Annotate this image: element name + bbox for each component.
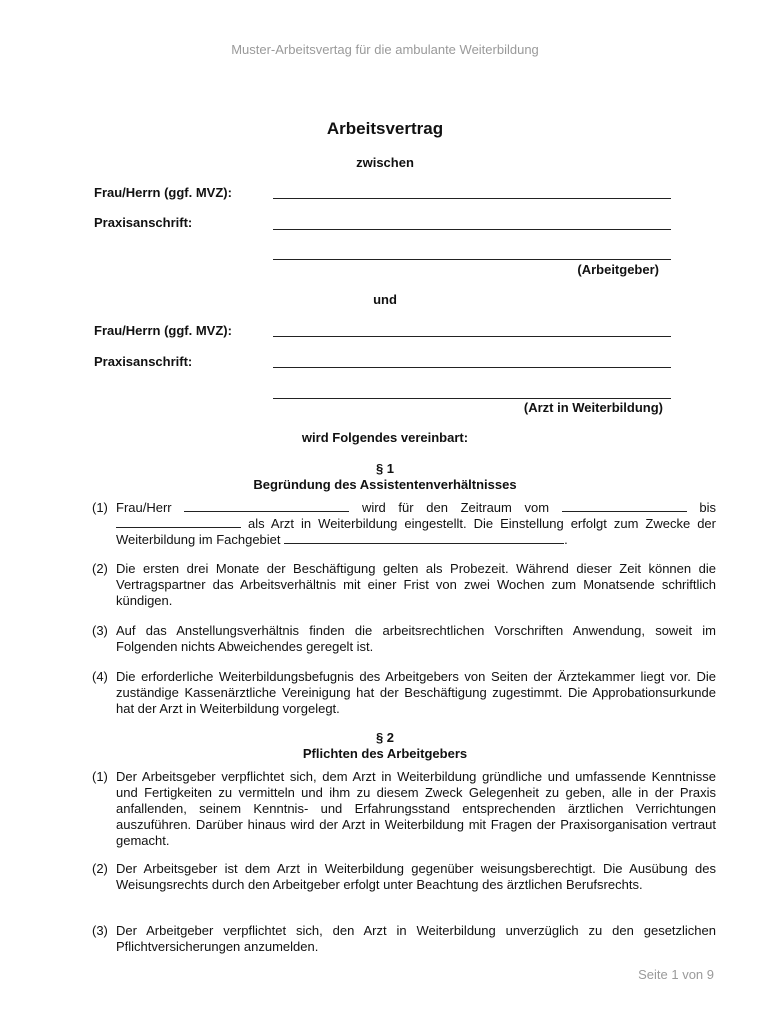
party2-name-field[interactable]	[273, 336, 671, 337]
paragraph-text: Die ersten drei Monate der Beschäftigung gelten als Probezeit. Während dieser Zeit können die Vertragspartner das Arbeitsverhältnis mit einer Frist von zwei Wochen zum Monatsende schriftlich kündigen.	[116, 561, 716, 608]
party2-role: (Arzt in Weiterbildung)	[523, 400, 663, 415]
party1-address-field-2[interactable]	[273, 259, 671, 260]
and-text: und	[373, 292, 397, 307]
section2-paragraph-2	[92, 861, 716, 893]
section2-heading: Pflichten des Arbeitgebers	[302, 746, 468, 761]
agreed-text: wird Folgendes vereinbart:	[301, 430, 469, 445]
paragraph-number: (1)	[92, 500, 108, 515]
paragraph-number: (2)	[92, 561, 108, 576]
start-date-field[interactable]	[562, 500, 687, 512]
specialty-field[interactable]	[284, 532, 564, 544]
paragraph-text: Der Arbeitgeber verpflichtet sich, den Arzt in Weiterbildung unverzüglich zu den gesetzlichen Pflichtversicherungen anzumelden.	[116, 923, 716, 954]
section2-paragraph-3	[92, 923, 716, 955]
section1-heading: Begründung des Assistentenverhältnisses	[253, 477, 517, 492]
paragraph-number: (4)	[92, 669, 108, 684]
party2-address-field-2[interactable]	[273, 398, 671, 399]
paragraph-text	[116, 500, 716, 548]
paragraph-text: Auf das Anstellungsverhältnis finden die arbeitsrechtlichen Vorschriften Anwendung, soweit im Folgenden nichts Abweichendes geregelt ist.	[116, 623, 716, 654]
section1-paragraph-1	[92, 500, 716, 548]
paragraph-text: Der Arbeitsgeber verpflichtet sich, dem Arzt in Weiterbildung gründliche und umfassende Kenntnisse und Fertigkeiten zu vermitteln und ihm zu diesem Zweck Gelegenheit zu geben, alle in der Praxis anfallenden, seinem Kenntnis- und Erfahrungsstand entsprechenden ärztlichen Verrichtungen auszuführen. Darüber hinaus wird der Arzt in Weiterbildung mit Fragen der Praxisorganisation vertraut gemacht.	[116, 769, 716, 848]
employee-name-field[interactable]	[184, 500, 349, 512]
paragraph-number: (3)	[92, 923, 108, 938]
section1-number: § 1	[375, 461, 395, 476]
paragraph-text: Die erforderliche Weiterbildungsbefugnis des Arbeitgebers von Seiten der Ärztekammer liegt vor. Die zuständige Kassenärztliche Vereinigung hat der Beschäftigung zugestimmt. Die Approbationsurkunde hat der Arzt in Weiterbildung vorgelegt.	[116, 669, 716, 716]
running-header: Muster-Arbeitsvertag für die ambulante Weiterbildung	[231, 42, 539, 57]
paragraph-number: (2)	[92, 861, 108, 876]
party2-address-field-1[interactable]	[273, 367, 671, 368]
paragraph-text: Der Arbeitsgeber ist dem Arzt in Weiterbildung gegenüber weisungsberechtigt. Die Ausübung des Weisungsrechts durch den Arbeitgeber erfolgt unter Beachtung des ärztlichen Berufsrechts.	[116, 861, 716, 892]
paragraph-number: (3)	[92, 623, 108, 638]
party1-address-field-1[interactable]	[273, 229, 671, 230]
page-number: Seite 1 von 9	[638, 967, 714, 982]
paragraph-text-part: wird für den Zeitraum vom	[361, 500, 550, 515]
paragraph-number: (1)	[92, 769, 108, 784]
paragraph-text-part: als Arzt in Weiterbildung eingestellt. Die Einstellung erfolgt zum Zwecke der Weiterbildung im Fachgebiet	[116, 516, 716, 547]
party2-address-label: Praxisanschrift:	[94, 354, 193, 369]
party1-role: (Arbeitgeber)	[577, 262, 659, 277]
section1-paragraph-3	[92, 623, 716, 655]
paragraph-text-part: bis	[699, 500, 716, 515]
end-date-field[interactable]	[116, 516, 241, 528]
section2-paragraph-1	[92, 769, 716, 849]
party2-name-label: Frau/Herrn (ggf. MVZ):	[94, 323, 232, 338]
section1-paragraph-4	[92, 669, 716, 717]
document-title: Arbeitsvertrag	[326, 119, 444, 138]
between-text: zwischen	[356, 155, 414, 170]
section1-paragraph-2	[92, 561, 716, 609]
party1-name-label: Frau/Herrn (ggf. MVZ):	[94, 185, 232, 200]
party1-name-field[interactable]	[273, 198, 671, 199]
paragraph-text-part: Frau/Herr	[116, 500, 172, 515]
section2-number: § 2	[375, 730, 395, 745]
paragraph-text-part: .	[564, 532, 568, 547]
party1-address-label: Praxisanschrift:	[94, 215, 193, 230]
